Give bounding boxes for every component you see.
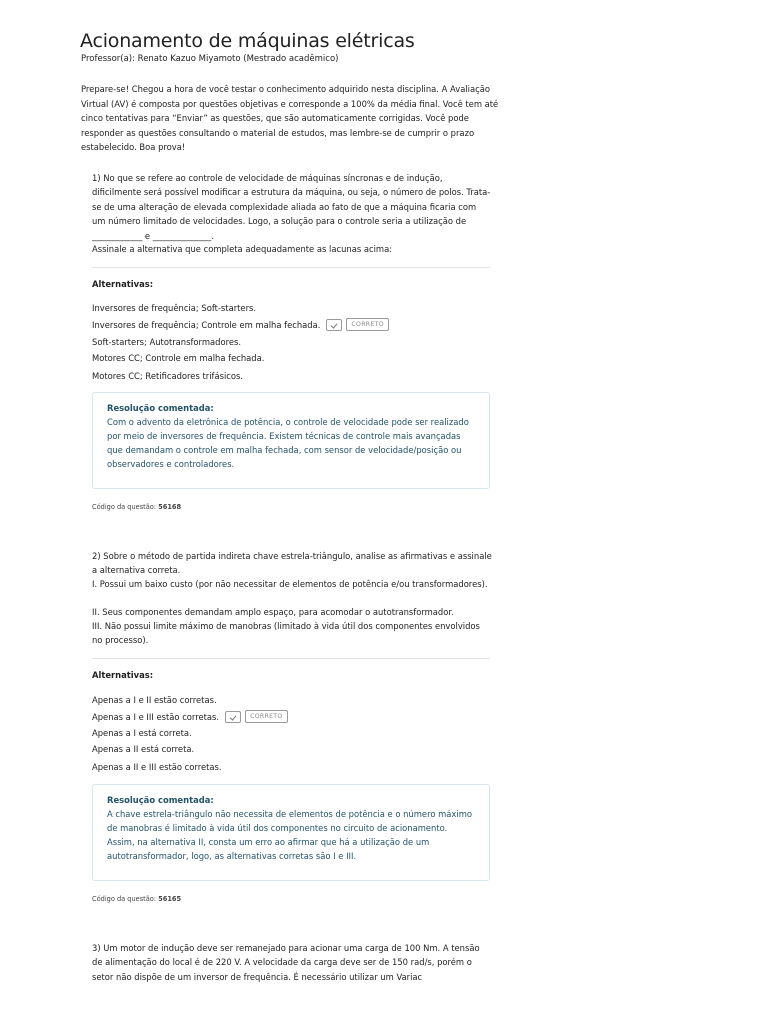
alternative-label: Apenas a I e III estão corretas. xyxy=(92,711,220,722)
code-value: 56168 xyxy=(158,503,182,511)
divider xyxy=(92,658,490,659)
question-2-text: 2) Sobre o método de partida indireta chave estrela-triângulo, analise as afirmativas e assinale a alternativa correta. xyxy=(92,551,492,576)
question-1-instruction: Assinale a alternativa que completa adequadamente as lacunas acima: xyxy=(92,244,393,254)
q2-alternative-4[interactable] xyxy=(92,744,194,754)
q2-alternative-5[interactable] xyxy=(92,762,222,772)
q2-alternative-3[interactable] xyxy=(92,728,192,738)
question-2-statement-1: I. Possui um baixo custo (por não necessitar de elementos de potência e/ou transformadores). xyxy=(92,579,488,589)
alternatives-title: Alternativas: xyxy=(92,279,154,289)
resolution-text: Com o advento da eletrônica de potência, o controle de velocidade pode ser realizado por meio de inversores de frequência. Existem técnicas de controle mais avançadas que demandam o controle em malha fechada, com sensor de velocidade/posição ou observadores e controladores. xyxy=(107,417,469,469)
correct-badge: CORRETO xyxy=(346,318,388,331)
alternatives-title: Alternativas: xyxy=(92,670,154,680)
divider xyxy=(92,267,490,268)
alternative-label: Inversores de frequência; Soft-starters. xyxy=(92,303,257,313)
code-label: Código da questão: xyxy=(92,503,157,511)
alternative-label: Apenas a I e II estão corretas. xyxy=(92,695,217,705)
q1-alternative-2[interactable] xyxy=(92,318,389,331)
alternative-label: Soft-starters; Autotransformadores. xyxy=(92,337,242,347)
question-2-statement-3: III. Não possui limite máximo de manobras (limitado à vida útil dos componentes envolvidos no processo). xyxy=(92,621,480,646)
alternative-label: Apenas a II e III estão corretas. xyxy=(92,762,222,772)
check-icon xyxy=(225,711,241,723)
question-1-text: 1) No que se refere ao controle de velocidade de máquinas síncronas e de indução, dificilmente será possível modificar a estrutura da máquina, ou seja, o número de polos. Trata-se de uma alteração de elevada complexidade aliada ao fato de que a máquina ficaria com um número limitado de velocidades. Logo, a solução para o controle seria a utilização de ____________ e ______________. xyxy=(92,173,491,241)
code-label: Código da questão: xyxy=(92,895,157,903)
professor-info: Professor(a): Renato Kazuo Miyamoto (Mestrado acadêmico) xyxy=(81,54,339,64)
resolution-title: Resolução comentada: xyxy=(107,403,214,413)
resolution-box xyxy=(92,392,490,489)
q1-alternative-5[interactable] xyxy=(92,371,243,381)
question-3-text: 3) Um motor de indução deve ser remanejado para acionar uma carga de 100 Nm. A tensão de alimentação do local é de 220 V. A velocidade da carga deve ser de 150 rad/s, porém o setor não dispõe de um inversor de frequência. É necessário utilizar um Variac xyxy=(92,943,480,982)
question-2-statement-2: II. Seus componentes demandam amplo espaço, para acomodar o autotransformador. xyxy=(92,607,454,617)
resolution-title: Resolução comentada: xyxy=(107,795,214,805)
question-code xyxy=(92,503,181,511)
alternative-label: Apenas a II está correta. xyxy=(92,744,195,754)
check-icon xyxy=(326,319,342,331)
intro-text: Prepare-se! Chegou a hora de você testar o conhecimento adquirido nesta disciplina. A Avaliação Virtual (AV) é composta por questões objetivas e corresponde a 100% da média final. Você tem até cinco tentativas para “Enviar” as questões, que são automaticamente corrigidas. Você pode responder as questões consultando o material de estudos, mas lembre-se de cumprir o prazo estabelecido. Boa prova! xyxy=(81,84,499,153)
alternative-label: Motores CC; Retificadores trifásicos. xyxy=(92,371,244,381)
alternative-label: Inversores de frequência; Controle em malha fechada. xyxy=(92,319,321,330)
alternative-label: Motores CC; Controle em malha fechada. xyxy=(92,353,265,363)
resolution-box xyxy=(92,784,490,881)
q1-alternative-3[interactable] xyxy=(92,337,241,347)
correct-badge: CORRETO xyxy=(245,710,287,723)
q1-alternative-4[interactable] xyxy=(92,353,264,363)
q2-alternative-1[interactable] xyxy=(92,695,217,705)
resolution-text: A chave estrela-triângulo não necessita de elementos de potência e o número máximo de manobras é limitado à vida útil dos componentes no circuito de acionamento. Assim, na alternativa II, consta um erro ao afirmar que há a utilização de um autotransformador, logo, as alternativas corretas são I e III. xyxy=(107,809,472,861)
alternative-label: Apenas a I está correta. xyxy=(92,728,192,738)
q2-alternative-2[interactable] xyxy=(92,710,288,723)
question-code xyxy=(92,895,181,903)
q1-alternative-1[interactable] xyxy=(92,303,256,313)
code-value: 56165 xyxy=(158,895,182,903)
page-title: Acionamento de máquinas elétricas xyxy=(80,30,415,52)
